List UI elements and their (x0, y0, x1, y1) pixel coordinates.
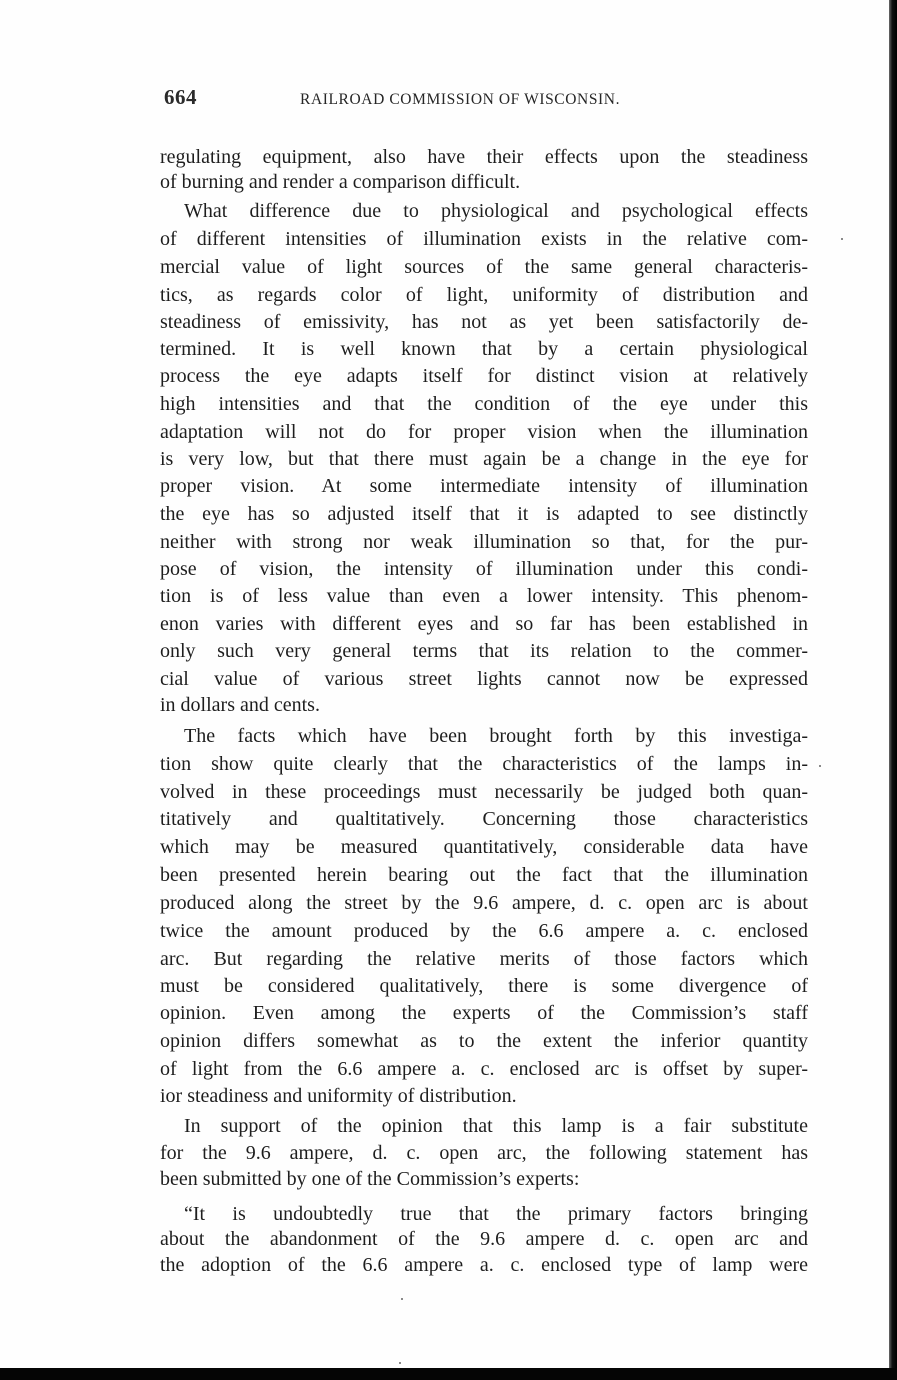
text-line: cial value of various street lights cannot now be expressed (160, 668, 808, 690)
text-line: termined. It is well known that by a certain physiological (160, 338, 808, 360)
text-line: twice the amount produced by the 6.6 ampere a. c. enclosed (160, 920, 808, 942)
text-line: “It is undoubtedly true that the primary factors bringing (184, 1203, 808, 1225)
text-line: ior steadiness and uniformity of distribution. (160, 1085, 517, 1107)
text-line: of different intensities of illumination exists in the relative com- (160, 228, 808, 250)
scan-bottom-edge (0, 1368, 897, 1380)
text-line: adaptation will not do for proper vision when the illumination (160, 421, 808, 443)
text-line: tion is of less value than even a lower intensity. This phenom- (160, 585, 808, 607)
text-line: about the abandonment of the 9.6 ampere d. c. open arc and (160, 1228, 808, 1250)
text-line: for the 9.6 ampere, d. c. open arc, the following statement has (160, 1142, 808, 1164)
text-line: of light from the 6.6 ampere a. c. enclosed arc is offset by super- (160, 1058, 808, 1080)
text-line: volved in these proceedings must necessarily be judged both quan- (160, 781, 808, 803)
text-line: pose of vision, the intensity of illumination under this condi- (160, 558, 808, 580)
text-line: opinion. Even among the experts of the Commission’s staff (160, 1002, 808, 1024)
scan-speck (399, 1362, 401, 1364)
text-line: opinion differs somewhat as to the extent the inferior quantity (160, 1030, 808, 1052)
text-line: titatively and qualtitatively. Concerning those characteristics (160, 808, 808, 830)
text-line: is very low, but that there must again be a change in the eye for (160, 448, 808, 470)
running-head: RAILROAD COMMISSION OF WISCONSIN. (300, 91, 621, 108)
text-line: the adoption of the 6.6 ampere a. c. enclosed type of lamp were (160, 1254, 808, 1276)
text-line: produced along the street by the 9.6 ampere, d. c. open arc is about (160, 892, 808, 914)
scan-right-edge (889, 0, 897, 1380)
text-line: the eye has so adjusted itself that it is adapted to see distinctly (160, 503, 808, 525)
scan-speck (401, 1298, 403, 1300)
text-line: high intensities and that the condition of the eye under this (160, 393, 808, 415)
text-line: tics, as regards color of light, uniformity of distribution and (160, 284, 808, 306)
text-line: tion show quite clearly that the characteristics of the lamps in- (160, 753, 808, 775)
text-line: steadiness of emissivity, has not as yet been satisfactorily de- (160, 311, 808, 333)
text-line: been presented herein bearing out the fact that the illumination (160, 864, 808, 886)
scan-speck (841, 238, 843, 240)
text-line: of burning and render a comparison difficult. (160, 171, 521, 193)
text-line: in dollars and cents. (160, 694, 320, 716)
text-line: regulating equipment, also have their effects upon the steadiness (160, 146, 808, 168)
text-line: process the eye adapts itself for distinct vision at relatively (160, 365, 808, 387)
text-line: In support of the opinion that this lamp is a fair substitute (184, 1115, 808, 1137)
text-line: neither with strong nor weak illumination so that, for the pur- (160, 531, 808, 553)
text-line: mercial value of light sources of the same general characteris- (160, 256, 808, 278)
text-line: enon varies with different eyes and so far has been established in (160, 613, 808, 635)
scan-speck (819, 765, 821, 767)
text-line: arc. But regarding the relative merits of those factors which (160, 948, 808, 970)
text-line: proper vision. At some intermediate intensity of illumination (160, 475, 808, 497)
text-line: must be considered qualitatively, there is some divergence of (160, 975, 808, 997)
text-line: which may be measured quantitatively, considerable data have (160, 836, 808, 858)
text-line: The facts which have been brought forth by this investiga- (184, 725, 808, 747)
text-line: only such very general terms that its relation to the commer- (160, 640, 808, 662)
text-line: been submitted by one of the Commission’s experts: (160, 1168, 580, 1190)
text-line: What difference due to physiological and psychological effects (184, 200, 808, 222)
page-number: 664 (164, 85, 197, 109)
